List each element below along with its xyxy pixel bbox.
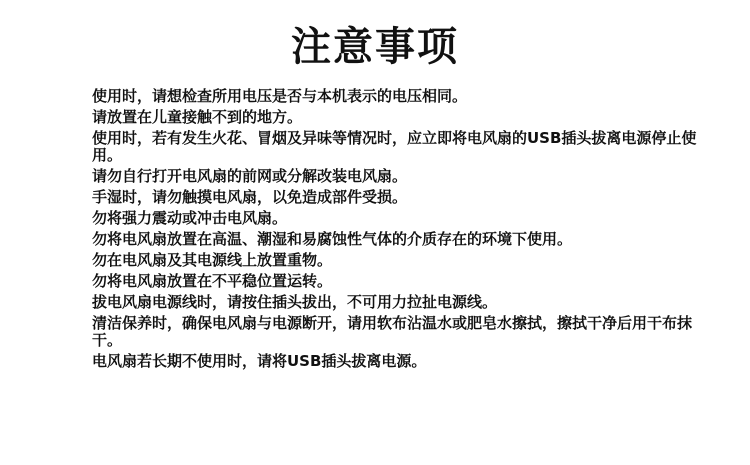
note-item: 勿将电风扇放置在高温、潮湿和易腐蚀性气体的介质存在的环境下使用。: [92, 230, 573, 248]
note-item: 勿在电风扇及其电源线上放置重物。: [92, 251, 333, 269]
note-item: 勿将强力震动或冲击电风扇。: [92, 209, 288, 227]
note-item: 清洁保养时，确保电风扇与电源断开，请用软布沾温水或肥皂水擦拭，擦拭干净后用干布抹干。: [92, 314, 693, 349]
note-item: 请勿自行打开电风扇的前网或分解改装电风扇。: [92, 167, 408, 185]
note-item: 拔电风扇电源线时，请按住插头拔出，不可用力拉扯电源线。: [92, 293, 498, 311]
note-item: 手湿时，请勿触摸电风扇，以免造成部件受损。: [92, 188, 408, 206]
note-item: 请放置在儿童接触不到的地方。: [92, 108, 303, 126]
note-item: 电风扇若长期不使用时，请将USB插头拔离电源。: [92, 352, 427, 370]
note-item: 使用时，请想检查所用电压是否与本机表示的电压相同。: [92, 87, 468, 105]
page-title: 注意事项: [291, 24, 459, 70]
note-item: 勿将电风扇放置在不平稳位置运转。: [92, 272, 333, 290]
notes-list: [92, 88, 712, 374]
note-item: 使用时，若有发生火花、冒烟及异味等情况时，应立即将电风扇的USB插头拔离电源停止使用。: [92, 129, 697, 164]
